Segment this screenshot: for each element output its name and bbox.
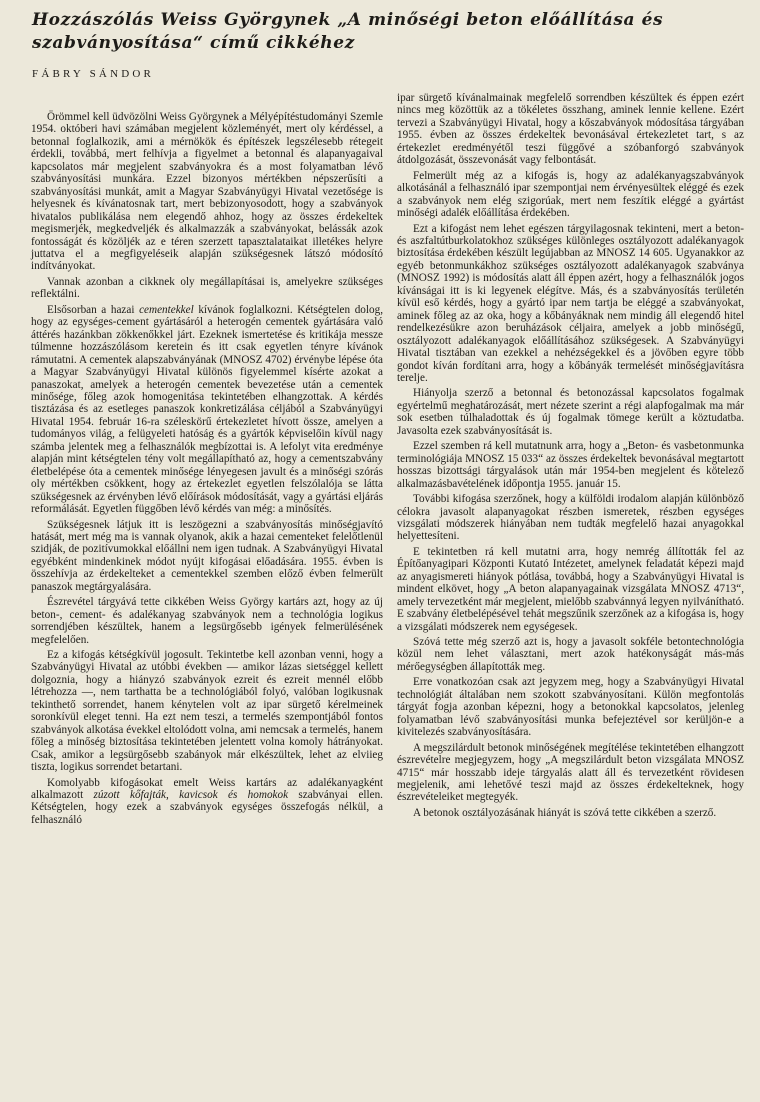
paragraph [31, 304, 383, 516]
paragraph: Ezt a kifogást nem lehet egészen tárgyilagosnak tekinteni, mert a beton- és aszfaltútburkolatokhoz szükséges különleges osztályozott adalékanyagok biztosítása érdekében készült legújabban az MNOSZ 14 605. Ugyanakkor az egyéb betonmunkákhoz szükséges osztályozott adalékanyagok szabványa (MNOSZ 1992) is módosítás alatt áll éppen azért, hogy a felhasználók jogos kívánságai itt is ki legyenek elégítve. Más, és a szabványosítás területén kívül eső kérdés, hogy a gyártó ipar nem tartja be eléggé a szabványokat, aminek főleg az az oka, hogy a kőbányáknak nem mindig áll elegendő hitel rendelkezésükre azon beruházások céljaira, amelyek a jobb minőségű, osztályozott adalékanyagok előállításához szükségesek. A Szabványügyi Hivatal tisztában van ezekkel a nehézségekkel és a jövőben egyre több gondot kíván fordítani arra, hogy a kőbányák termelését minőségjavításra terelje. [397, 222, 744, 384]
paragraph: Vannak azonban a cikknek oly megállapításai is, amelyekre szükséges reflektálni. [31, 275, 383, 301]
paragraph: Hiányolja szerző a betonnal és betonozással kapcsolatos fogalmak egyértelmű meghatározását, mert nézete szerint a régi alapfogalmak ma már sok esetben túlhaladottak és új fogalmak tömege került a köztudatba. Javasolta ezek szabványosítását is. [397, 387, 744, 437]
paragraph: Erre vonatkozóan csak azt jegyzem meg, hogy a Szabványügyi Hivatal technológiát általában nem szokott szabványosítani. Külön megfontolás tárgyát fogja azonban képezni, hogy a betonokkal kapcsolatos, jelenleg folyamatban lévő szabványosítási munka befejeztével sor kerüljön-e a kivitelezés szabványosítására. [397, 676, 744, 739]
paragraph: E tekintetben rá kell mutatni arra, hogy nemrég állították fel az Építőanyagipari Központi Kutató Intézetet, amelynek feladatát képezi majd az anyagismereti hiányok pótlása, továbbá, hogy a Szabványügyi Hivatal is mindent elkövet, hogy „A beton alapanyagainak vizsgálata MNOSZ 4713“, amely tervezetként már megjelent, mielőbb szabvánnyá legyen nyilvánítható. E szabvány életbelépésével tehát megszűnik szerzőnek az a kifogása is, hogy a vizsgálati módszerek nem egységesek. [397, 545, 744, 633]
left-column [31, 111, 383, 829]
paragraph: A betonok osztályozásának hiányát is szóvá tette cikkében a szerző. [413, 806, 717, 819]
paragraph-text: Elsősorban a hazai [47, 303, 140, 316]
paragraph: Ezzel szemben rá kell mutatnunk arra, hogy a „Beton- és vasbetonmunka terminológiája MNOSZ 15 033“ az összes érdekeltek bevonásával megtartott hosszas bizottsági tárgyalások után már 1954-ben megjelent és kötelező alkalmazásbavételének időpontja 1955. január 15. [397, 440, 744, 490]
paragraph-text: kívánok foglalkozni. Kétségtelen dolog, hogy az egységes-cement gyártásáról a heterogén cementek gyártására való áttérés hazánkban zökkenőkkel járt. Ezeknek ismertetése és kritikája messze túlmenne hozzászólásom keretein és itt csak egyetlen tényre kívánok rámutatni. A cementek alapszabványának (MNOSZ 4702) érvénybe lépése óta a Magyar Szabványügyi Hivatal különös figyelemmel kísérte azokat a panaszokat, amelyek a heterogén cementek bevezetése után a cementek minősége, főleg azok homogenitása tekintetében elhangzottak. A kérdés tisztázása és az esetleges panaszok konkretizálása céljából a Szabványügyi Hivatal 1954. február 16-ra széleskörű értekezletet hívott össze, amelyen a tudományos világ, a felügyeleti hatóság és a gyártók képviselőin kívül nagy számba jelentek meg a felhasználók megbízottai is. A lefolyt vita eredménye alapján mint kétségtelen tény volt megállapítható az, hogy a cementszabvány életbelépése óta a cementek minősége lényegesen javult és a minőségi szórás oly mértékben csökkent, hogy az értekezlet egyetlen felszólalója se látta szükségesnek az érvényben lévő előírások módosítását, vagy a gyártási eljárás reformálását. Egyetlen függőben lévő kérdés van még: a minősítés. [31, 303, 383, 516]
paragraph: ipar sürgető kívánalmainak megfelelő sorrendben készültek és éppen ezért nincs meg közöttük az a tökéletes összhang, aminek lennie kellene. Ezért tervezi a Szabványügyi Hivatal, hogy a kőszabványok módosítása tárgyában 1955. évben az összes érdekeltek bevonásával értekezletet tart, s az értekezlet eredményétől teszi függővé a szóbanforgó szabványok átdolgozását, összevonását vagy felbontását. [397, 92, 744, 167]
emphasis-text: cementekkel [139, 303, 194, 316]
paragraph: Szükségesnek látjuk itt is leszögezni a szabványosítás minőségjavító hatását, mert még ma is vannak olyanok, akik a hazai cementeket felelőtlenül szidják, de pozitívumokkal előállni nem igen tudnak. A Szabványügyi Hivatal egyébként mindenkinek módot nyújt kifogásai előadására. 1955. évben is összehívja az érdekelteket a cementekkel szemben előző évben felmerült panaszok megtárgyalására. [31, 518, 383, 593]
paragraph: Észrevétel tárgyává tette cikkében Weiss György kartárs azt, hogy az új beton-, cement- és adalékanyag szabványok nem a technológia logikus sorrendjében készültek, hanem a legsürgősebb igények felmerülésének megfelelően. [31, 596, 383, 646]
paragraph: Örömmel kell üdvözölni Weiss Györgynek a Mélyépítéstudományi Szemle 1954. októberi havi számában megjelent közleményét, mert oly kérdéssel, a betonnal foglalkozik, ami a mérnökök és építészek legszélesebb rétegeit érdekli, továbbá, mert felhívja a figyelmet a betonnal és alapanyagaival kapcsolatos már megjelent szabványokra és a most folyamatban lévő szabványosítási munkára. Ezzel bizonyos mértékben népszerűsíti a szabványosítási munkát, amit a Magyar Szabványügyi Hivatal vezetősége is helyesnek és kívánatosnak tart, mert bebizonyosodott, hogy a szabványok hivatalos publikálása nem elegendő ahhoz, hogy az összes érdekeltek megismerjék, megkedveljék és alkalmazzák a szabványokat, belássák azok fontosságát és közöljék az e téren szerzett tapasztalataikat illetékes helyre juttatva el a megfigyeléseik alapján szükségesnek látszó módosító indítványokat. [31, 111, 383, 273]
right-column [397, 92, 744, 822]
paragraph: Szóvá tette még szerző azt is, hogy a javasolt sokféle betontechnológia közül nem lehet választani, mert azok hatékonyságát más-más mérőegységben állapították meg. [397, 636, 744, 673]
article-author: FÁBRY SÁNDOR [32, 68, 155, 80]
paragraph [31, 777, 383, 827]
article-title: Hozzászólás Weiss Györgynek „A minőségi beton előállítása és szabványosítása“ című cikkéhez [32, 10, 664, 53]
paragraph: Felmerült még az a kifogás is, hogy az adalékanyagszabványok alkotásánál a felhasználó ipar szempontjai nem érvényesültek eléggé és ezek a szabványok nem elég szigorúak, mert nem feszítik eléggé a gyártást minőségi adalék előállítása érdekében. [397, 169, 744, 220]
paragraph: További kifogása szerzőnek, hogy a külföldi irodalom alapján különböző célokra javasolt alapanyagokat részben ismeretek, részben egységes vizsgálati módszerek hiányában nem tudták megfelelő hazai anyagokkal helyettesíteni. [397, 493, 744, 543]
paragraph-text: Komolyabb kifogásokat emelt Weiss kartárs az adalékanyagként alkalmazott [31, 776, 383, 802]
paragraph-text: szabványai ellen. Kétségtelen, hogy ezek a szabványok egységes összefogás nélkül, a felhasználó [31, 789, 383, 826]
paragraph: A megszilárdult betonok minőségének megítélése tekintetében elhangzott észrevételre megjegyzem, hogy „A megszilárdult beton vizsgálata MNOSZ 4715“ már hosszabb ideje tárgyalás alatt áll és tervezetként rövidesen megjelenik, ami lehetővé teszi majd az összes érdekelteknek, hogy észrevételeiket megtegyék. [397, 741, 744, 804]
emphasis-text: zúzott kőfajták, kavicsok és homokok [93, 789, 289, 802]
paragraph: Ez a kifogás kétségkívül jogosult. Tekintetbe kell azonban venni, hogy a Szabványügyi Hivatal az utóbbi években — amikor lázas sietséggel kellett dolgoznia, hogy a hiányzó szabványok ezreit és ezreit mennél előbb létrehozza —, nem tarthatta be a technológiából folyó, valóban logikusnak tekinthető sorrendet, hanem kénytelen volt az ipar sürgető kérelmeinek soronkívül eleget tenni. Ha ezt nem teszi, a termelés szempontjából fontos szabványok alkotása évekkel eltolódott volna, ami nemcsak a termelés, hanem főleg a minőség biztosítása tekintetében jelentett volna komoly hátrányokat. Csak, amikor a legsürgősebb szabányok már elkészültek, lehet az elviieg tiszta, logikus sorrendet betartani. [31, 649, 383, 774]
